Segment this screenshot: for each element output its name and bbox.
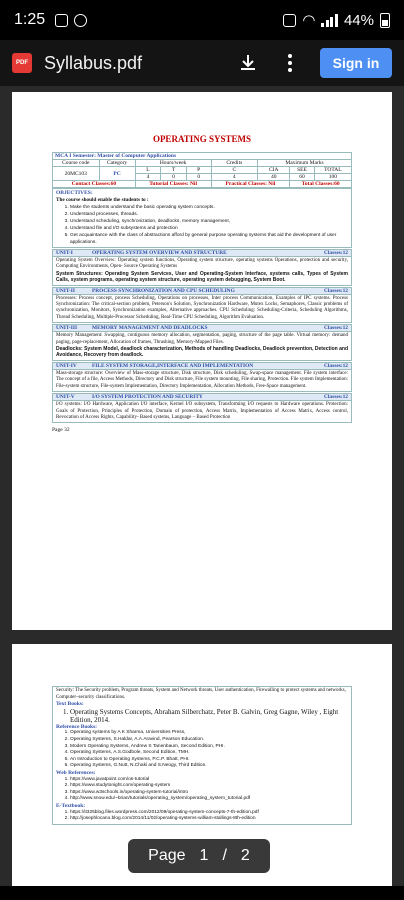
page-indicator-separator: /	[222, 847, 227, 864]
tutorial-classes: Tutorial Classes: Nil	[135, 181, 211, 188]
unit-body	[52, 401, 352, 423]
battery-percent: 44%	[343, 11, 374, 29]
list-item: 3. Modern Operating Systems, Andrew S Tanenbaum, Second Edition, PHI.	[70, 744, 348, 751]
unit-body	[52, 332, 352, 361]
notification-icon	[55, 14, 68, 27]
list-item: 5. An Introduction to Operating Systems, P.C.P. Bhatt, PHI.	[70, 757, 348, 764]
unit-header	[52, 324, 352, 332]
head-marks: Maximum Marks	[258, 160, 352, 167]
unit-number: UNIT-I	[56, 250, 73, 256]
unit-text-bold: Deadlocks: System Model, deadlock characterization, Methods of handling Deadlocks, Deadlock prevention, Detection and Avoidance, Recovery from deadlock.	[56, 346, 348, 359]
value-total: 100	[314, 174, 351, 181]
list-item[interactable]: 3. https://www.w3schools.in/operating-system-tutorial/intro	[70, 790, 348, 797]
system-nav-bar	[0, 886, 404, 900]
objectives-list	[56, 204, 348, 246]
list-item: 4. Understand file and I/O subsystems and protection	[70, 225, 348, 232]
page-title: OPERATING SYSTEMS	[152, 134, 252, 144]
head-cia: CIA	[258, 167, 290, 174]
list-item: 1. Make the students understand the basic operating system concepts.	[70, 204, 348, 211]
head-credits: Credits	[211, 160, 258, 167]
unit-text: I/O systems: I/O Hardware, Application I/O interface, Kernel I/O subsystem, Transforming I/O requests to Hardware operations. Protection: Goals of Protection, Principles of Protection, Domain of protection, Access Matrix, Implementation of Access Matrix, Access control, Revocation of Access Rights, Capability- Based systems, Language – Based Protection	[56, 402, 348, 420]
unit-number: UNIT-V	[56, 394, 75, 401]
head-t: T	[161, 167, 187, 174]
unit-text: Operating System Overview: Operating system functions, Operating system structure, operating systems Operations, protection and security, Computing Environments, Open- Source Operating Systems	[56, 258, 348, 270]
unit-number: UNIT-IV	[56, 362, 77, 369]
status-notification-icons	[55, 14, 87, 27]
references-box	[52, 686, 352, 825]
etextbook-heading: E-Textbook:	[56, 802, 86, 809]
list-item[interactable]: 1. https://it325blog.files.wordpress.com/2012/09/operating-system-concepts-7-th-edition.pdf	[70, 810, 348, 817]
value-cia: 40	[258, 174, 290, 181]
value-p: 0	[186, 174, 211, 181]
total-classes: Total Classes:60	[290, 181, 352, 188]
list-item[interactable]: 4. http://www.snow.edu/~brian/tutorials/operating_system/operating_system_tutorial.pdf	[70, 796, 348, 803]
unit-text: Mass-storage structure: Overview of Mass-storage structure, Disk structure, Disk scheduling, Swap-space management. File system interface: The concept of a file, Access Methods, Directory and Disk structure, File system mounting, File sharing, Protection. File system Implementation: File-system structure, File-system Implementation, Directory Implementation, Allocation Methods, Free-Space management.	[56, 370, 348, 389]
head-category: Category	[99, 160, 135, 167]
web-references-heading: Web References:	[56, 769, 96, 776]
unit-name: OPERATING SYSTEM OVERVIEW AND STRUCTURE	[92, 250, 227, 256]
unit-body	[52, 257, 352, 286]
reference-books-list	[56, 730, 348, 770]
page-indicator	[128, 839, 270, 873]
app-bar	[0, 40, 404, 86]
unit-header	[52, 249, 352, 257]
text-books-list	[56, 708, 348, 724]
unit-header	[52, 362, 352, 370]
value-t: 0	[161, 174, 187, 181]
objectives-intro: The course should enable the students to :	[56, 197, 149, 203]
unit-name: I/O SYSTEM PROTECTION AND SECURITY	[92, 394, 203, 401]
app-bar-actions	[236, 48, 392, 78]
unit-name: FILE SYSTEM STORAGE,INTERFACE AND IMPLEMENTATION	[92, 362, 254, 369]
unit-classes: Classes:12	[324, 250, 348, 256]
unit-text: Memory Management: Swapping, contiguous memory allocation, segmentation, paging, structure of the page table. Virtual memory: demand paging, page-replacement, Allocation of frames, Thrashing, Memory-Mapped Files.	[56, 333, 348, 345]
head-hours: Hours/week	[135, 160, 211, 167]
unit-text: Processes: Process concept, process Scheduling, Operations on processes, Inter process Communication, Examples of IPC systems. Process Synchronization: The critical-section problem, Peterson's Solution, Synchronization Hardware, Mutex Locks, Semaphores, Classic problems of synchronization, Monitors, Synchronization examples, Alternative approaches. CPU Scheduling: Scheduling-Criteria, Scheduling Algorithms, Thread Scheduling, Multiple-Processor Scheduling, Real-Time CPU Scheduling, Algorithm Evaluation.	[56, 295, 348, 320]
signal-icon	[321, 14, 338, 27]
status-bar	[0, 0, 404, 40]
semester-cell: MCA I Semester: Master of Computer Applications	[53, 153, 352, 160]
sign-in-button[interactable]: Sign in	[320, 48, 392, 78]
head-l: L	[135, 167, 161, 174]
value-l: 4	[135, 174, 161, 181]
unit-number: UNIT-III	[56, 325, 78, 332]
page-indicator-current: 1	[199, 847, 209, 864]
download-icon[interactable]	[236, 51, 260, 75]
pdf-file-icon	[12, 53, 32, 73]
unit-header	[52, 393, 352, 401]
status-time: 1:25	[14, 11, 46, 28]
head-course-code: Course code	[53, 160, 100, 167]
pdf-file-icon-label: PDF	[16, 60, 28, 66]
list-item: 4. Operating Systems, A.S.Godbole, Second Edition, TMH.	[70, 750, 348, 757]
status-right	[283, 11, 390, 29]
list-item[interactable]: 2. http://josephlocano.blog.com/2014/11/02/operating-systems-william-stallings-8th-edition	[70, 816, 348, 823]
objectives-box	[52, 188, 352, 248]
whatsapp-icon	[74, 14, 87, 27]
list-item: 2. Operating Systems, S.Haldar, A.A.Aravind, Pearson Education.	[70, 737, 348, 744]
list-item: 2. Understand processes, threads.	[70, 211, 348, 218]
course-code: 20MC103	[53, 167, 100, 181]
pdf-viewer[interactable]	[0, 86, 404, 900]
list-item: 5. Get acquaintance with the class of abstractions afford by general purpose operating systems that aid the development of user applications.	[70, 232, 348, 246]
unit-classes: Classes:12	[324, 394, 348, 401]
alarm-icon	[283, 14, 296, 27]
unit-classes: Classes:12	[324, 325, 348, 332]
unit-text-bold: System Structures: Operating System Services, User and Operating-System Interface, systems calls, Types of System Calls, system programs, operating system structure, operating system debugging, System Boot.	[56, 270, 348, 284]
unit-body	[52, 370, 352, 392]
head-c: C	[211, 167, 258, 174]
pdf-page-1	[12, 92, 392, 630]
page-indicator-label: Page	[148, 847, 186, 864]
course-category: PC	[99, 167, 135, 181]
more-options-icon[interactable]	[278, 51, 302, 75]
unit-classes: Classes:12	[324, 287, 348, 294]
list-item: 1. Operating systems by A K Sharma, Universities Press,	[70, 730, 348, 737]
unit-number: UNIT-II	[56, 287, 75, 294]
web-references-list	[56, 777, 348, 803]
course-header-table	[52, 152, 352, 188]
battery-icon	[380, 13, 390, 28]
head-total: TOTAL	[314, 167, 351, 174]
security-text: Security: The Security problem, Program threats, System and Network threats, User authentication, Firewalling to protect systems and networks, Computer–security classifications.	[56, 688, 346, 700]
head-p: P	[186, 167, 211, 174]
page-indicator-total: 2	[240, 847, 250, 864]
reference-books-heading: Reference Books:	[56, 723, 97, 730]
head-see: SEE	[290, 167, 314, 174]
practical-classes: Practical Classes: Nil	[211, 181, 290, 188]
unit-name: MEMORY MANAGEMENT AND DEADLOCKS	[92, 325, 208, 332]
unit-name: PROCESS SYNCHRONIZATION AND CPU SCHEDULING	[92, 287, 235, 294]
list-item[interactable]: 2. https://www.studytonight.com/operating-system	[70, 783, 348, 790]
wifi-icon: ◠	[302, 12, 316, 29]
unit-body	[52, 295, 352, 324]
value-c: 4	[211, 174, 258, 181]
unit-classes: Classes:12	[324, 362, 348, 369]
objectives-heading: OBJECTIVES:	[56, 190, 93, 196]
contact-classes: Contact Classes:60	[53, 181, 136, 188]
document-title: Syllabus.pdf	[44, 52, 143, 73]
page-number: Page 32	[52, 427, 70, 434]
list-item: 6. Operating Systems, G.Nutt, N.Chaki and S.Neogy, Third Edition.	[70, 763, 348, 770]
list-item: 3. Understand scheduling, synchronization, deadlocks, memory management,	[70, 218, 348, 225]
unit-header	[52, 287, 352, 295]
list-item: 1. Operating Systems Concepts, Abraham Silberchatz, Peter B. Galvin, Greg Gagne, Wiley , Eight Edition, 2014.	[70, 708, 348, 724]
list-item[interactable]: 1. https://www.javatpoint.com/os-tutorial	[70, 777, 348, 784]
text-books-heading: Text Books:	[56, 701, 84, 708]
value-see: 60	[290, 174, 314, 181]
etextbook-list	[56, 810, 348, 823]
